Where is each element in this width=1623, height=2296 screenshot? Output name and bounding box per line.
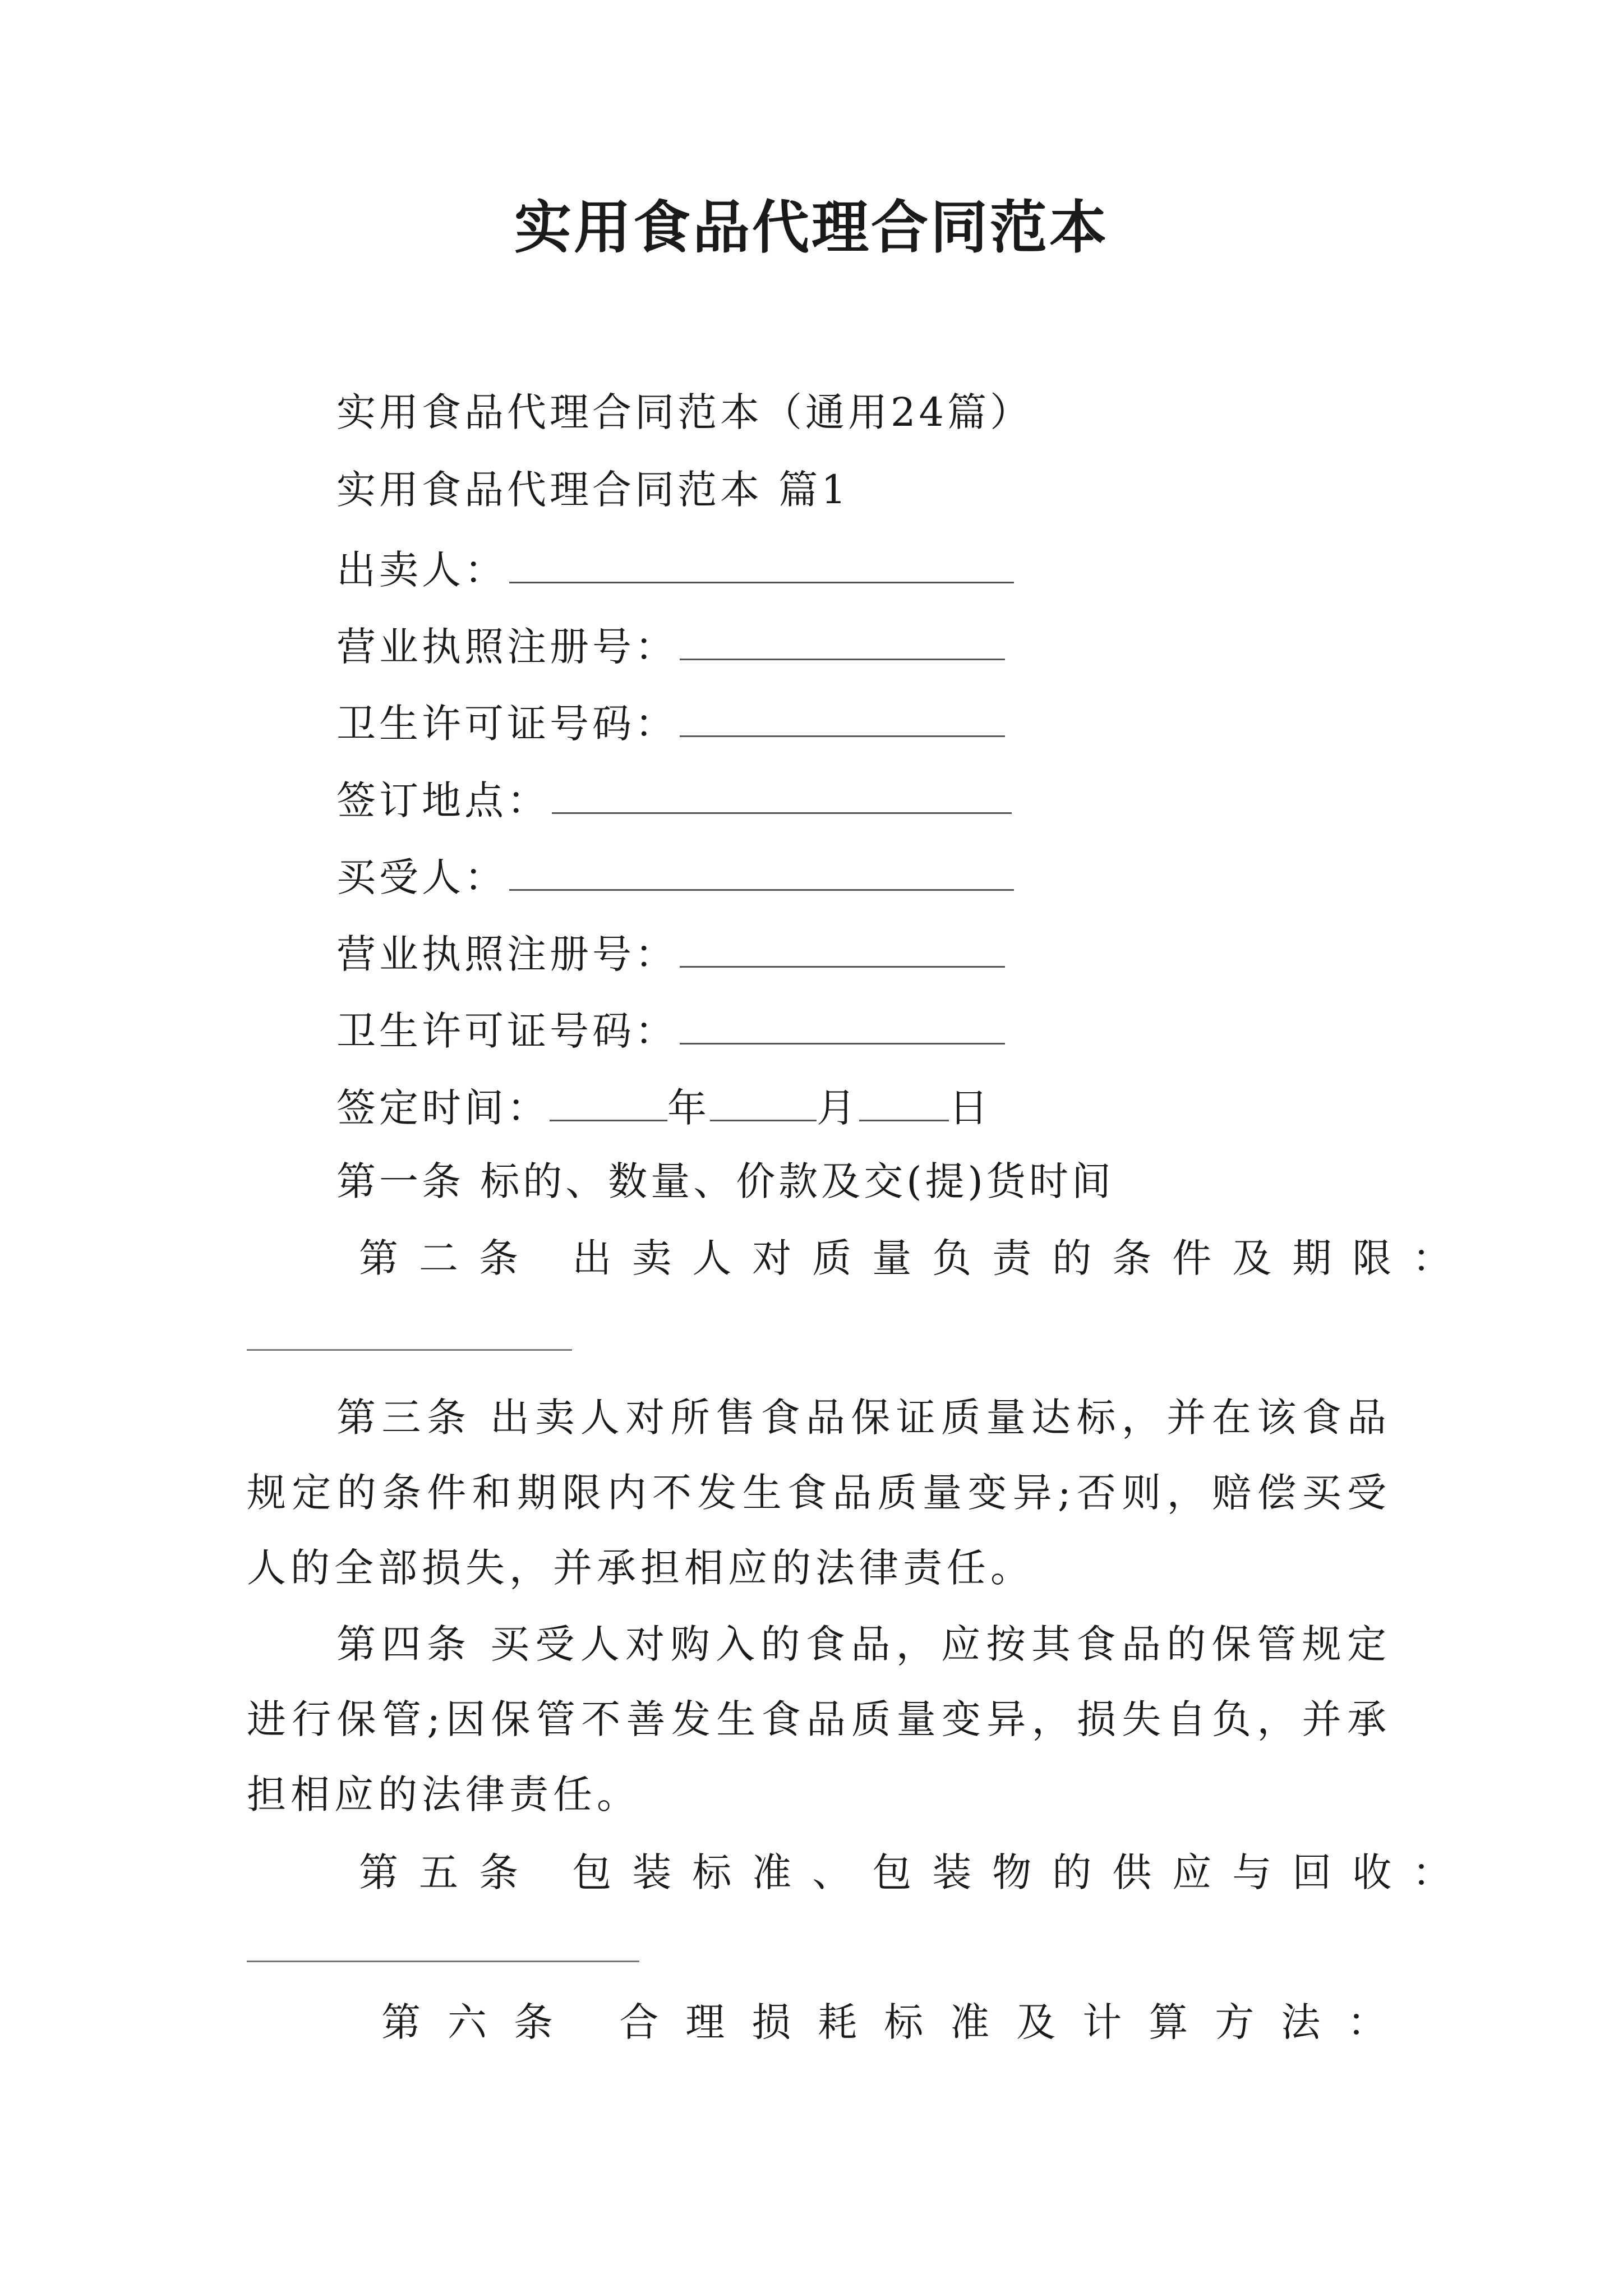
day-label: 日: [949, 1085, 992, 1131]
seller-blank[interactable]: [509, 547, 1014, 583]
article-5: [359, 1849, 1473, 1895]
seller-license-blank[interactable]: [680, 624, 1005, 660]
buyer-row: [336, 854, 1014, 900]
seller-license-row: [336, 624, 1005, 670]
buyer-license-label: 营业执照注册号：: [336, 931, 677, 977]
seller-label: 出卖人：: [336, 547, 507, 593]
seller-row: [336, 547, 1014, 593]
article-1: 第一条 标的、数量、价款及交(提)货时间: [336, 1158, 1114, 1204]
article-2-text: 第二条 出卖人对质量负责的条件及期限：: [359, 1235, 1473, 1281]
article-2: [359, 1235, 1473, 1281]
buyer-license-row: [336, 931, 1005, 977]
seller-license-label: 营业执照注册号：: [336, 624, 677, 670]
sign-place-row: [336, 777, 1012, 823]
year-blank[interactable]: [550, 1085, 667, 1121]
sign-place-label: 签订地点：: [336, 777, 550, 823]
buyer-health-blank[interactable]: [680, 1008, 1005, 1045]
part-heading: 实用食品代理合同范本 篇1: [336, 467, 850, 513]
buyer-health-label: 卫生许可证号码：: [336, 1008, 677, 1054]
seller-health-row: [336, 701, 1005, 747]
sign-time-row: [336, 1085, 992, 1131]
month-blank[interactable]: [710, 1085, 817, 1121]
seller-health-label: 卫生许可证号码：: [336, 701, 677, 747]
article-4: 第四条 买受人对购入的食品，应按其食品的保管规定进行保管;因保管不善发生食品质量变异，损失自负，并承担相应的法律责任。: [247, 1621, 1391, 1818]
article-5-blank[interactable]: [247, 1961, 639, 1962]
document-title: 实用食品代理合同范本: [514, 194, 1109, 261]
seller-health-blank[interactable]: [680, 701, 1005, 737]
article-5-text: 第五条 包装标准、包装物的供应与回收：: [359, 1849, 1473, 1895]
sign-time-label: 签定时间：: [336, 1085, 550, 1131]
buyer-label: 买受人：: [336, 854, 507, 900]
article-2-blank[interactable]: [247, 1349, 572, 1351]
day-blank[interactable]: [859, 1085, 949, 1121]
buyer-blank[interactable]: [509, 854, 1014, 891]
article-3: 第三条 出卖人对所售食品保证质量达标，并在该食品规定的条件和期限内不发生食品质量变异;否则，赔偿买受人的全部损失，并承担相应的法律责任。: [247, 1395, 1391, 1591]
article-6-text: 第六条 合理损耗标准及计算方法：: [381, 1999, 1414, 2045]
sign-place-blank[interactable]: [552, 777, 1012, 814]
month-label: 月: [817, 1085, 859, 1131]
buyer-health-row: [336, 1008, 1005, 1054]
buyer-license-blank[interactable]: [680, 931, 1005, 968]
article-6: [381, 1999, 1414, 2045]
subtitle: 实用食品代理合同范本（通用24篇）: [336, 389, 1033, 435]
year-label: 年: [667, 1085, 710, 1131]
